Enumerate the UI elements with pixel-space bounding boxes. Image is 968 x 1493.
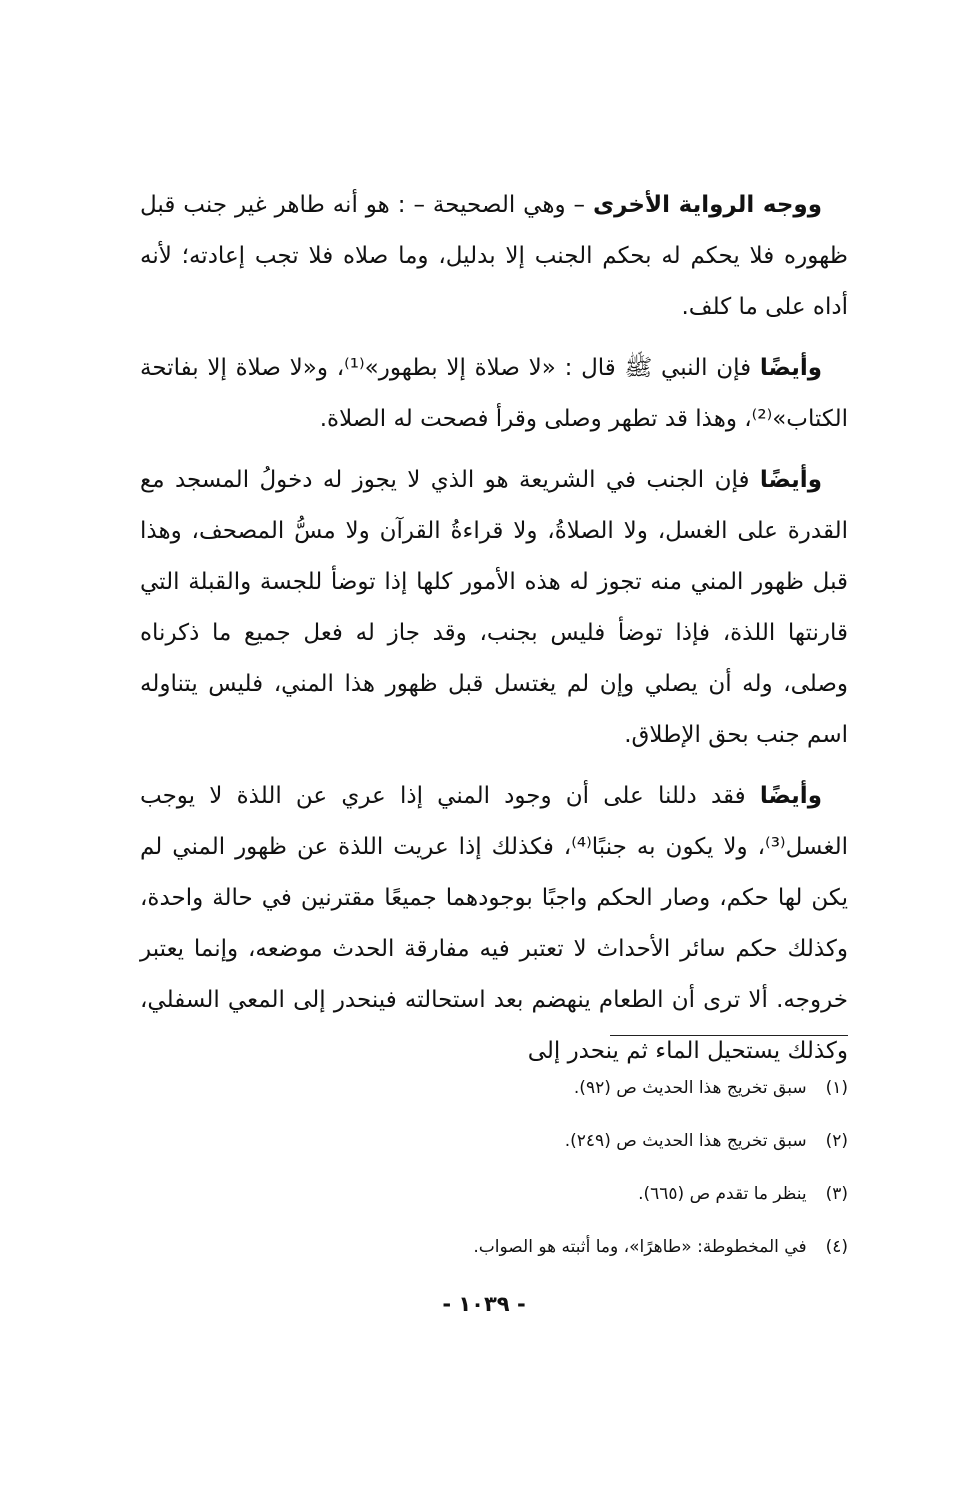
paragraph-lead: ووجه الرواية الأخرى	[593, 192, 823, 218]
paragraph-text: – وهي الصحيحة – : هو أنه طاهر غير جنب قبل ظهوره فلا يحكم له بحكم الجنب إلا بدليل، وما صلاه فلا تجب إعادته؛ لأنه أداه على ما كلف.	[140, 192, 848, 320]
paragraph-lead: وأيضًا	[759, 783, 822, 809]
page-number: - ١٠٣٩ -	[442, 1292, 526, 1316]
paragraph-4	[140, 771, 848, 1077]
footnote-text: ينظر ما تقدم ص (٦٦٥).	[638, 1184, 807, 1204]
footnote-1	[300, 1062, 848, 1115]
paragraph-text: فإن النبي ﷺ قال : «لا صلاة إلا بطهور»⁽¹⁾، و«لا صلاة إلا بفاتحة الكتاب»⁽²⁾، وهذا قد تطهر وصلى وقرأ فصحت له الصلاة.	[140, 355, 848, 432]
footnote-text: سبق تخريج هذا الحديث ص (٩٢).	[573, 1078, 807, 1098]
paragraph-text: فقد دللنا على أن وجود المني إذا عري عن اللذة لا يوجب الغسل⁽³⁾، ولا يكون به جنبًا⁽⁴⁾، فكذلك إذا عريت اللذة عن ظهور المني لم يكن لها حكم، وصار الحكم واجبًا بوجودهما جميعًا مقترنين في حالة واحدة، وكذلك حكم سائر الأحداث لا تعتبر فيه مفارقة الحدث موضعه، وإنما يعتبر خروجه. ألا ترى أن الطعام ينهضم بعد استحالته فينحدر إلى المعي السفلي، وكذلك يستحيل الماء ثم ينحدر إلى	[140, 783, 849, 1064]
main-text-body	[140, 180, 848, 1087]
footnote-3	[300, 1168, 848, 1221]
paragraph-1	[140, 180, 848, 333]
footnote-text: سبق تخريج هذا الحديث ص (٢٤٩).	[564, 1131, 807, 1151]
paragraph-lead: وأيضًا	[759, 355, 823, 381]
footnote-number: (٢)	[825, 1131, 848, 1151]
footnote-number: (٤)	[825, 1237, 848, 1257]
footnote-text: في المخطوطة: «طاهرًا»، وما أثبته هو الصواب.	[473, 1237, 807, 1257]
footnotes	[300, 1062, 848, 1274]
footnote-separator	[610, 1035, 848, 1036]
paragraph-text: فإن الجنب في الشريعة هو الذي لا يجوز له دخولُ المسجد مع القدرة على الغسل، ولا الصلاةُ، ولا قراءةُ القرآن ولا مسُّ المصحف، وهذا قبل ظهور المني منه تجوز له هذه الأمور كلها إذا توضأ للجسة والقبلة التي قارنتها اللذة، فإذا توضأ فليس بجنب، وقد جاز له فعل جميع ما ذكرناه وصلى، وله أن يصلي وإن لم يغتسل قبل ظهور هذا المني، فليس يتناوله اسم جنب بحق الإطلاق.	[140, 467, 848, 748]
paragraph-lead: وأيضًا	[759, 467, 822, 493]
footnote-4	[300, 1221, 848, 1274]
footnote-number: (٣)	[825, 1184, 848, 1204]
paragraph-3	[140, 455, 848, 761]
paragraph-2	[140, 343, 848, 445]
footnote-number: (١)	[825, 1078, 848, 1098]
footnote-2	[300, 1115, 848, 1168]
